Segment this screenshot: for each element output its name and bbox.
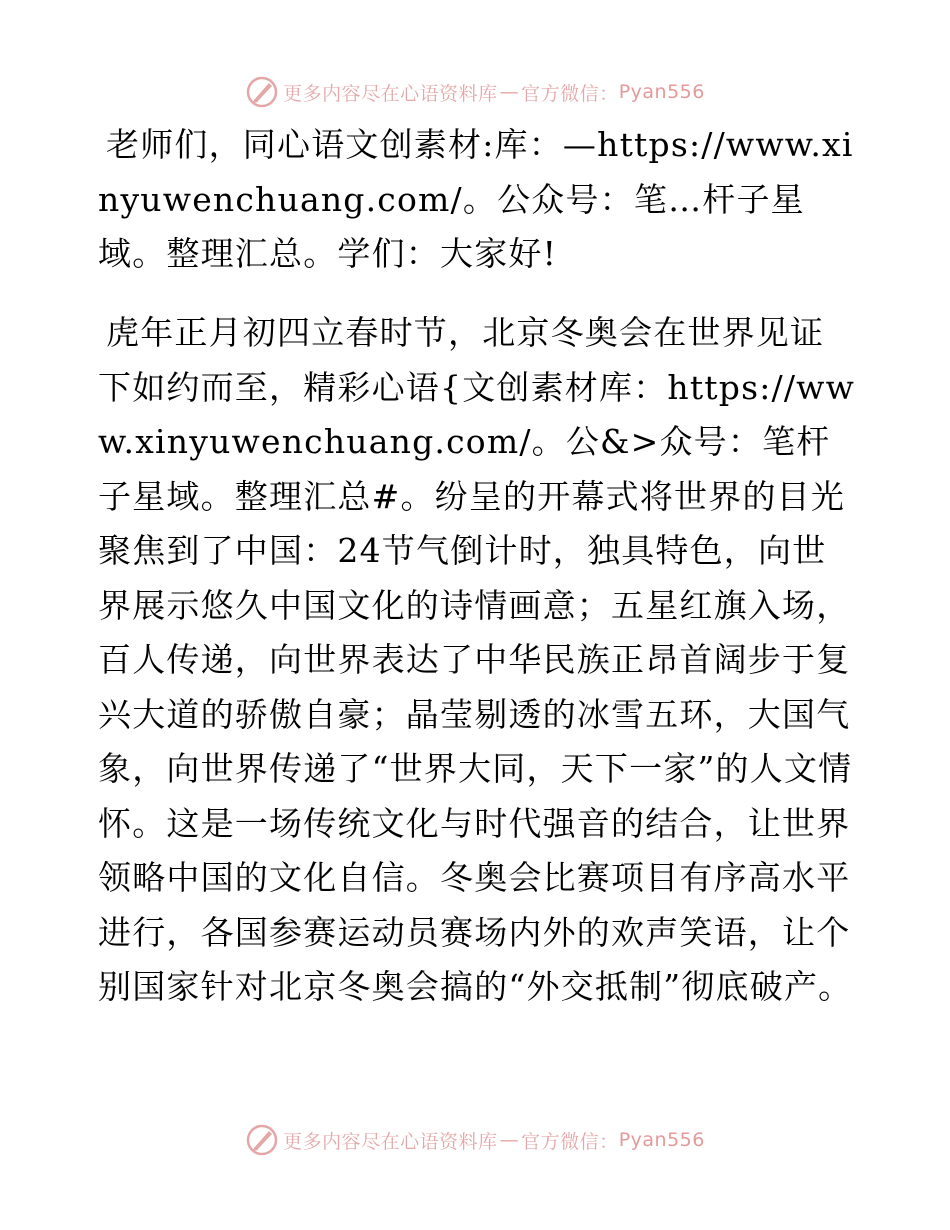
watermark-account-label: 官方微信： <box>521 1130 619 1153</box>
watermark-separator: — <box>499 1129 520 1151</box>
quill-pen-logo-icon <box>245 75 279 109</box>
watermark-account-id: Pyan556 <box>618 1129 705 1151</box>
quill-pen-logo-icon <box>245 1123 279 1157</box>
watermark-text: 更多内容尽在心语资料库 <box>283 82 498 105</box>
watermark-text: 更多内容尽在心语资料库 <box>283 1130 498 1153</box>
paragraph-body: 虎年正月初四立春时节，北京冬奥会在世界见证下如约而至，精彩心语{文创素材库：https://www.xinyuwenchuang.com/。公&>众号：笔杆子星域。整理汇总#。纷呈的开幕式将世界的目光聚焦到了中国：24节气倒计时，独具特色，向世界展示悠久中国文化的诗情画意；五星红旗入场，百人传递，向世界表达了中华民族正昂首阔步于复兴大道的骄傲自豪；晶莹剔透的冰雪五环，大国气象，向世界传递了“世界大同，天下一家”的人文情怀。这是一场传统文化与时代强音的结合，让世界领略中国的文化自信。冬奥会比赛项目有序高水平进行，各国参赛运动员赛场内外的欢声笑语，让个别国家针对北京冬奥会搞的“外交抵制”彻底破产。 <box>98 313 856 1006</box>
paragraph-greeting: 老师们，同心语文创素材:库：—https://www.xinyuwenchuang.com/。公众号：笔…杆子星域。整理汇总。学们：大家好! <box>98 125 854 273</box>
footer-watermark <box>0 1120 950 1160</box>
watermark-account-label: 官方微信： <box>521 82 619 105</box>
watermark-separator: — <box>499 81 520 103</box>
watermark-account-id: Pyan556 <box>618 81 705 103</box>
header-watermark <box>0 72 950 112</box>
